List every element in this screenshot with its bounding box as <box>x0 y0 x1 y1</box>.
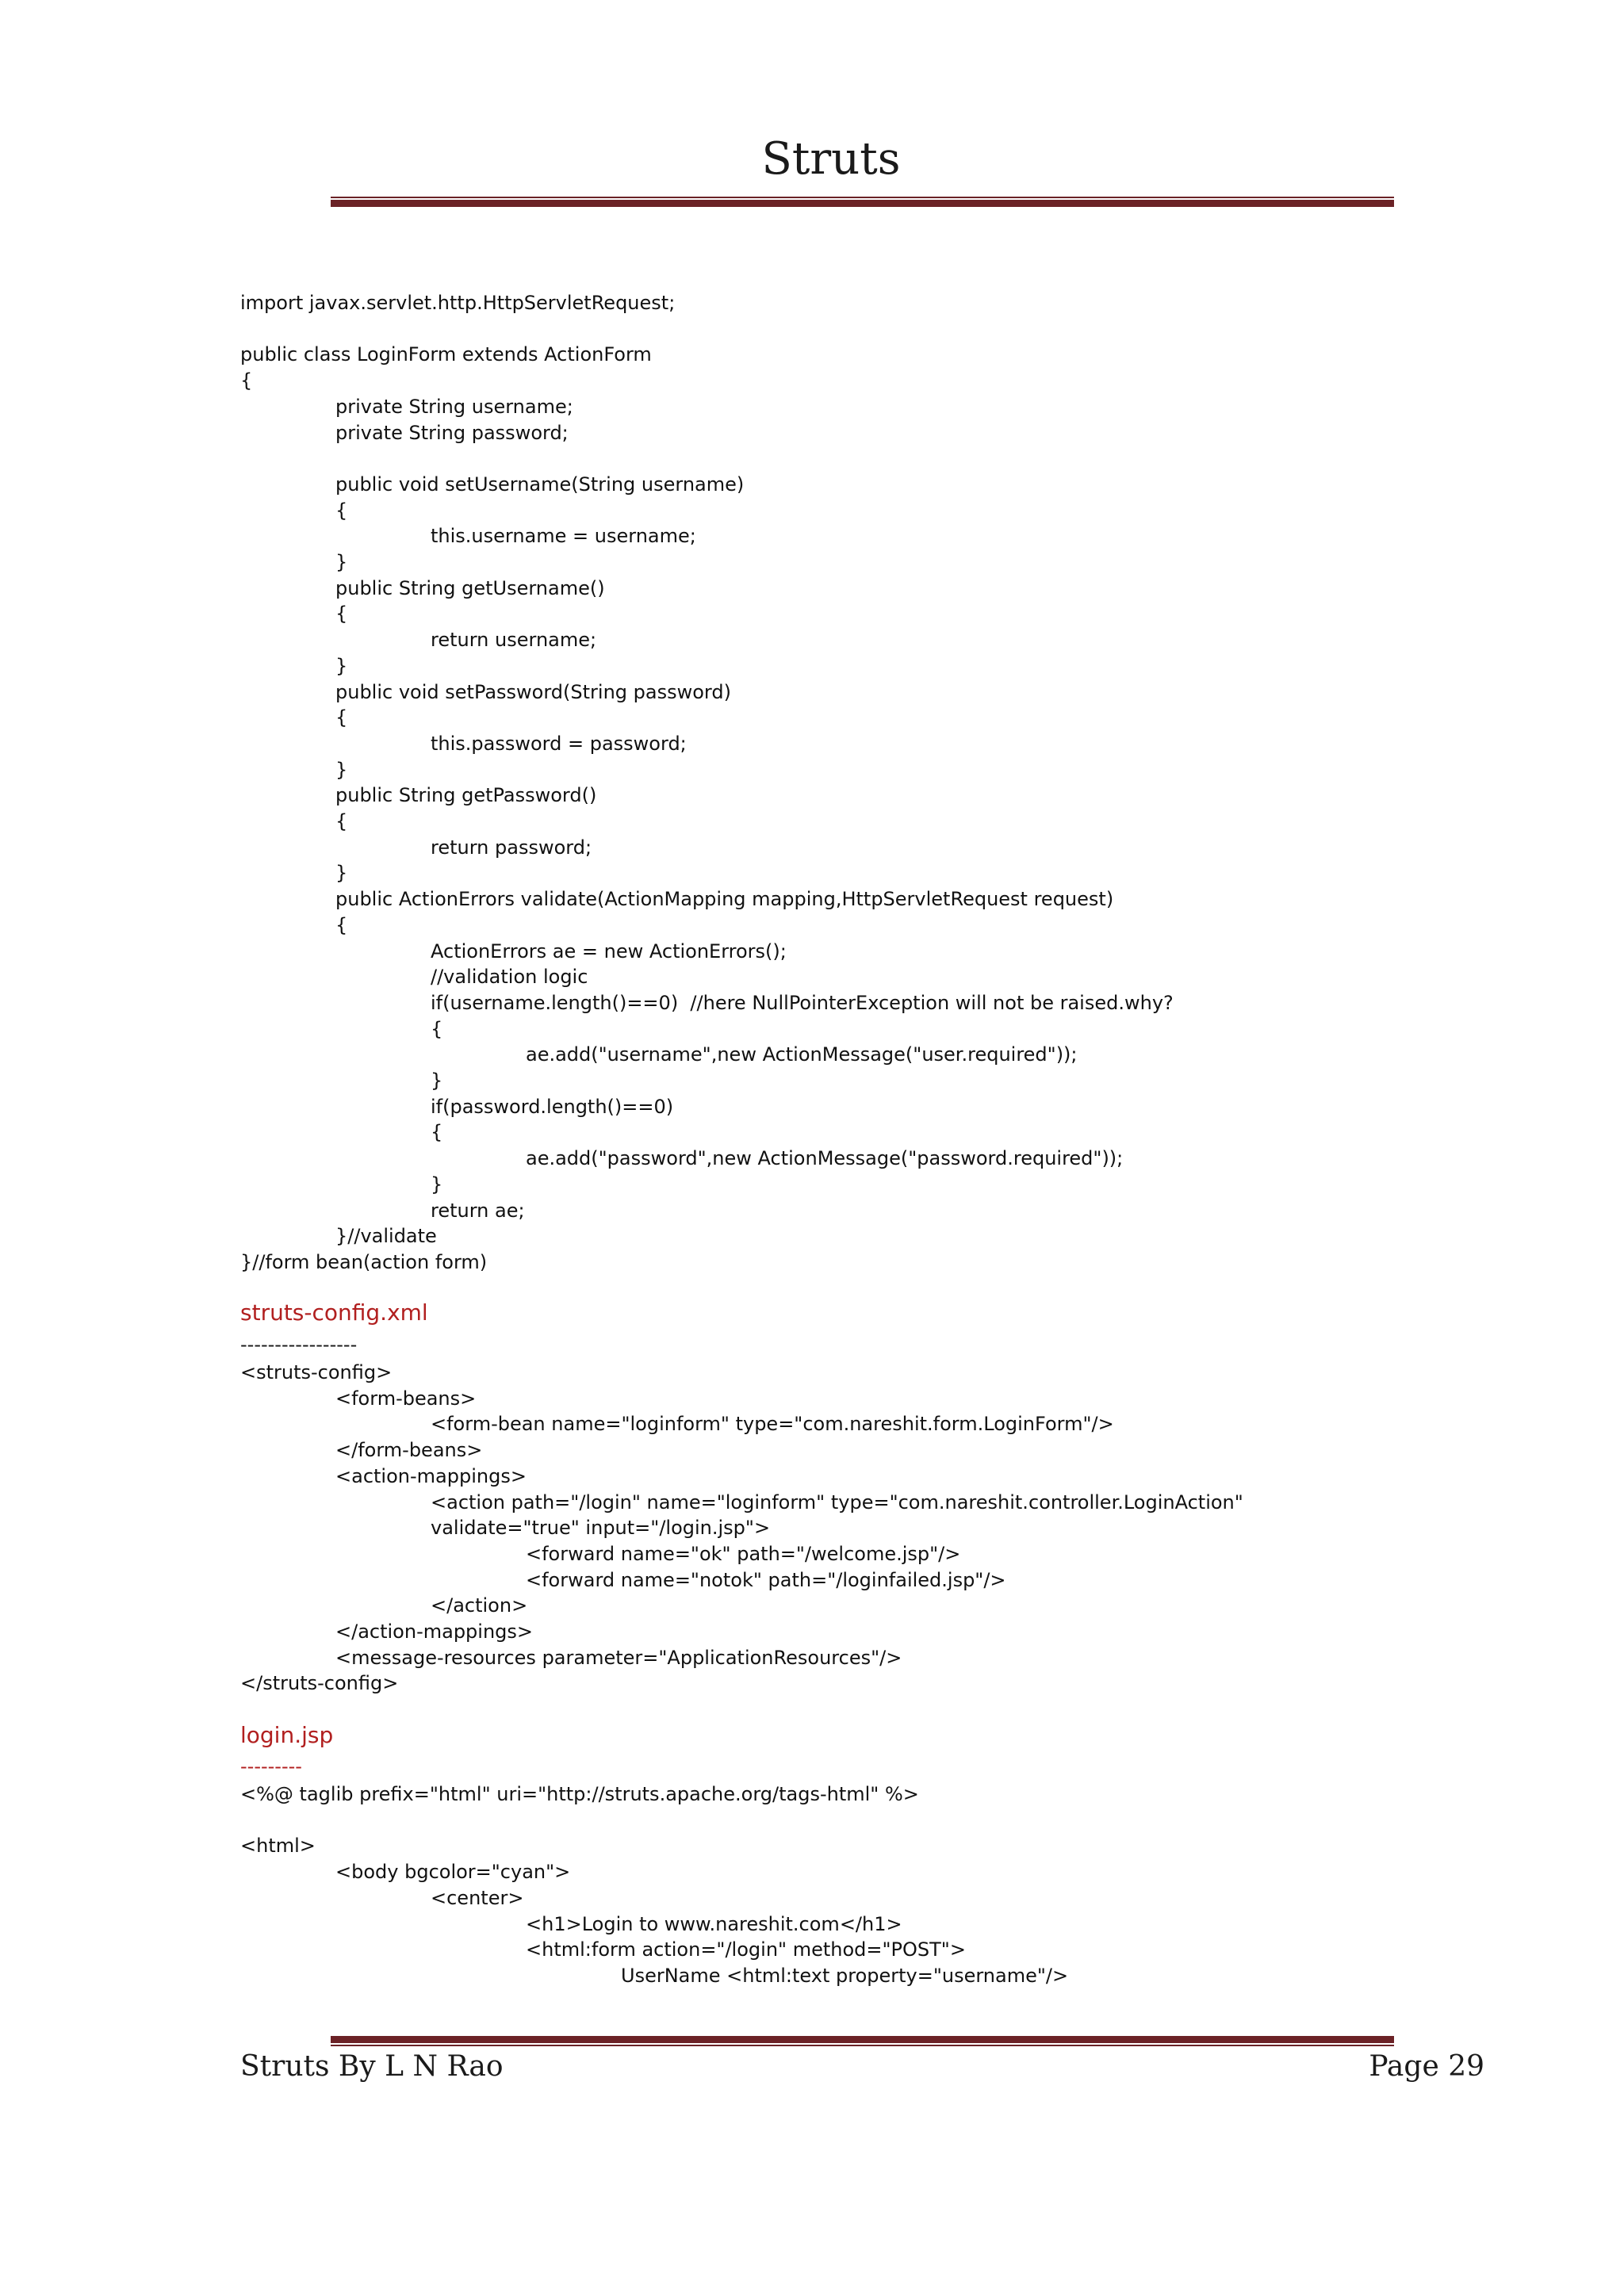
page-header-title: Struts <box>761 133 901 185</box>
code-line: public void setPassword(String password) <box>335 680 731 703</box>
code-line: return username; <box>431 629 597 652</box>
code-line: public void setUsername(String username) <box>335 473 745 496</box>
code-line: } <box>335 654 348 677</box>
xml-line: </action-mappings> <box>335 1621 534 1643</box>
code-line: } <box>335 862 348 885</box>
code-line: return ae; <box>431 1199 525 1222</box>
section-heading-login-jsp: login.jsp <box>240 1722 334 1748</box>
code-line: { <box>431 1017 443 1040</box>
code-line: public class LoginForm extends ActionForm <box>240 343 652 366</box>
xml-line: <action-mappings> <box>335 1464 527 1487</box>
header-rule-thick <box>331 200 1394 207</box>
code-line: }//validate <box>335 1225 437 1248</box>
code-line: } <box>431 1070 443 1092</box>
code-line: ActionErrors ae = new ActionErrors(); <box>431 939 787 962</box>
code-line: if(password.length()==0) <box>431 1095 674 1118</box>
code-line: ae.add("username",new ActionMessage("user.required")); <box>526 1043 1078 1066</box>
xml-line: <action path="/login" name="loginform" type="com.nareshit.controller.LoginAction" <box>431 1490 1243 1513</box>
code-line: public ActionErrors validate(ActionMapping mapping,HttpServletRequest request) <box>335 888 1114 911</box>
xml-line: <message-resources parameter="ApplicationResources"/> <box>335 1646 902 1669</box>
jsp-line: UserName <html:text property="username"/> <box>621 1964 1069 1987</box>
xml-line: </action> <box>431 1594 528 1617</box>
jsp-line: <center> <box>431 1886 524 1909</box>
code-line: import javax.servlet.http.HttpServletRequest; <box>240 292 676 314</box>
code-line: public String getPassword() <box>335 784 597 807</box>
section-heading-struts-config: struts-config.xml <box>240 1299 428 1326</box>
footer-rule-thin <box>331 2045 1394 2046</box>
xml-line: <form-beans> <box>335 1387 477 1410</box>
code-line: //validation logic <box>431 966 588 989</box>
code-line: this.password = password; <box>431 732 687 755</box>
code-line: } <box>335 551 348 573</box>
code-line: ae.add("password",new ActionMessage("password.required")); <box>526 1147 1124 1170</box>
xml-line: <form-bean name="loginform" type="com.nareshit.form.LoginForm"/> <box>431 1413 1114 1436</box>
code-line: this.username = username; <box>431 525 696 548</box>
code-line: private String password; <box>335 421 569 444</box>
code-line: private String username; <box>335 395 573 418</box>
code-line: { <box>335 913 348 936</box>
xml-line: </struts-config> <box>240 1672 399 1695</box>
code-line: } <box>431 1173 443 1196</box>
xml-line: </form-beans> <box>335 1439 483 1462</box>
xml-line: <forward name="ok" path="/welcome.jsp"/> <box>526 1542 961 1565</box>
code-line: return password; <box>431 836 592 859</box>
section-underline: ----------------- <box>240 1334 358 1356</box>
jsp-line: <html> <box>240 1835 316 1858</box>
code-line: } <box>335 758 348 781</box>
jsp-line: <body bgcolor="cyan"> <box>335 1861 571 1884</box>
jsp-line: <html:form action="/login" method="POST"> <box>526 1938 966 1961</box>
code-line: { <box>335 810 348 832</box>
code-line: public String getUsername() <box>335 576 605 599</box>
footer-author: Struts By L N Rao <box>240 2050 504 2083</box>
header-rule-thin <box>331 197 1394 198</box>
code-line: if(username.length()==0) //here NullPointerException will not be raised.why? <box>431 991 1174 1014</box>
jsp-line: <%@ taglib prefix="html" uri="http://struts.apache.org/tags-html" %> <box>240 1783 919 1805</box>
xml-line: <forward name="notok" path="/loginfailed.jsp"/> <box>526 1568 1006 1591</box>
code-line: { <box>240 369 253 392</box>
code-line: { <box>335 706 348 729</box>
section-underline: --------- <box>240 1755 302 1777</box>
code-line: { <box>335 603 348 626</box>
code-line: { <box>335 499 348 522</box>
xml-line: <struts-config> <box>240 1361 393 1383</box>
xml-line: validate="true" input="/login.jsp"> <box>431 1517 771 1540</box>
code-line: { <box>431 1121 443 1144</box>
jsp-line: <h1>Login to www.nareshit.com</h1> <box>526 1912 902 1935</box>
footer-rule-thick <box>331 2036 1394 2043</box>
footer-page-number: Page 29 <box>1369 2050 1484 2083</box>
code-line: }//form bean(action form) <box>240 1250 488 1273</box>
